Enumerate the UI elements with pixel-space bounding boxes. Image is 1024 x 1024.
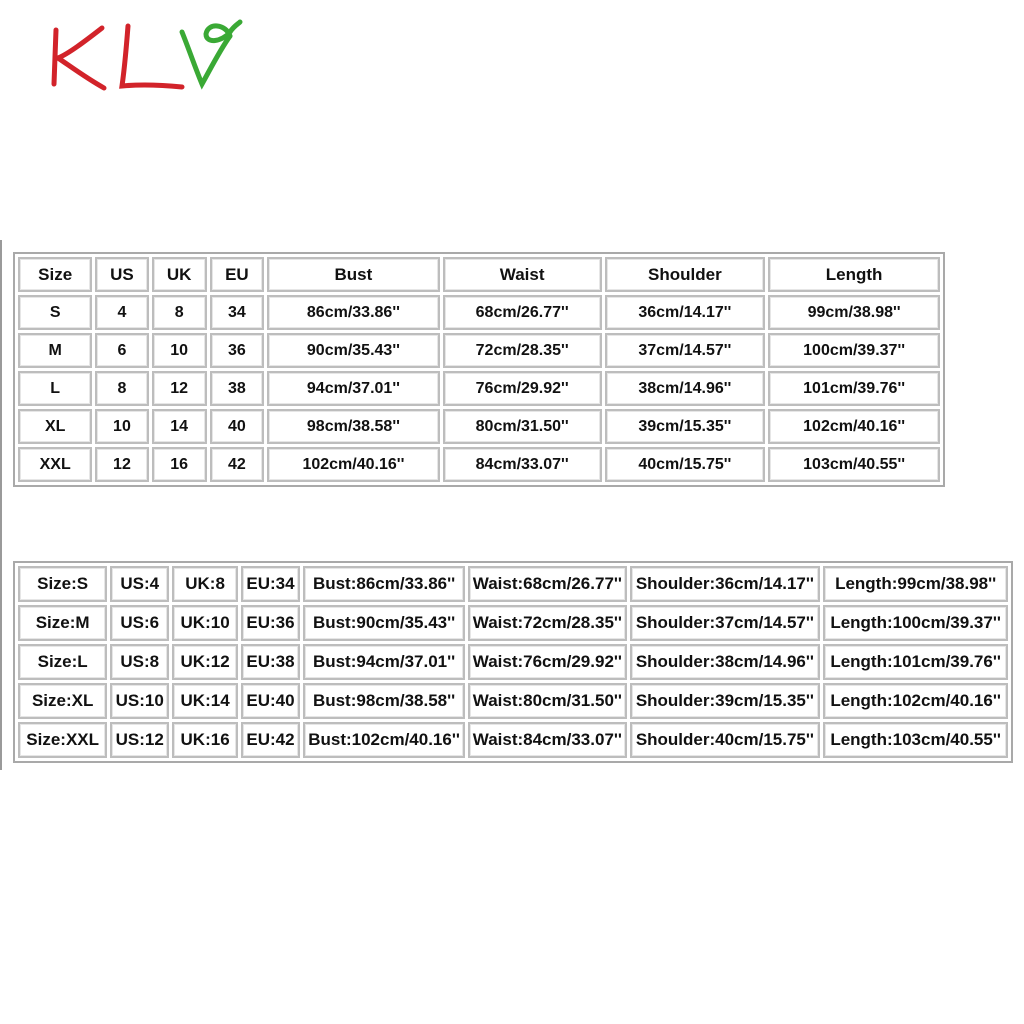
header-us: US <box>95 257 148 292</box>
cell-shoulder: Shoulder:37cm/14.57'' <box>630 605 821 641</box>
cell-waist: 76cm/29.92'' <box>443 371 602 406</box>
cell-size: S <box>18 295 92 330</box>
cell-uk: UK:16 <box>172 722 238 758</box>
cell-length: Length:99cm/38.98'' <box>823 566 1008 602</box>
cell-size: XL <box>18 409 92 444</box>
cell-shoulder: Shoulder:39cm/15.35'' <box>630 683 821 719</box>
cell-size: M <box>18 333 92 368</box>
cell-waist: 68cm/26.77'' <box>443 295 602 330</box>
cell-uk: 12 <box>152 371 207 406</box>
table-row <box>18 605 1008 641</box>
cell-length: 102cm/40.16'' <box>768 409 940 444</box>
table-header-row <box>18 257 940 292</box>
cell-us: US:10 <box>110 683 169 719</box>
cell-size: Size:XL <box>18 683 107 719</box>
cell-us: 12 <box>95 447 148 482</box>
cell-eu: EU:40 <box>241 683 300 719</box>
size-chart-table <box>13 252 945 487</box>
klv-logo <box>44 12 244 92</box>
cell-bust: 86cm/33.86'' <box>267 295 440 330</box>
cell-us: US:8 <box>110 644 169 680</box>
cell-uk: 10 <box>152 333 207 368</box>
cell-us: US:4 <box>110 566 169 602</box>
cell-us: 6 <box>95 333 148 368</box>
cell-shoulder: 37cm/14.57'' <box>605 333 766 368</box>
cell-length: Length:100cm/39.37'' <box>823 605 1008 641</box>
cell-uk: 16 <box>152 447 207 482</box>
cell-us: 10 <box>95 409 148 444</box>
cell-length: Length:102cm/40.16'' <box>823 683 1008 719</box>
cell-length: Length:101cm/39.76'' <box>823 644 1008 680</box>
header-size: Size <box>18 257 92 292</box>
logo-letter-v <box>182 22 240 84</box>
cell-eu: 40 <box>210 409 264 444</box>
cell-shoulder: 38cm/14.96'' <box>605 371 766 406</box>
cell-eu: 36 <box>210 333 264 368</box>
cell-uk: UK:10 <box>172 605 238 641</box>
cell-us: US:6 <box>110 605 169 641</box>
cell-waist: 72cm/28.35'' <box>443 333 602 368</box>
cell-length: Length:103cm/40.55'' <box>823 722 1008 758</box>
cell-eu: EU:34 <box>241 566 300 602</box>
cell-bust: 102cm/40.16'' <box>267 447 440 482</box>
cell-eu: 38 <box>210 371 264 406</box>
cell-shoulder: Shoulder:38cm/14.96'' <box>630 644 821 680</box>
cell-uk: UK:14 <box>172 683 238 719</box>
labeled-size-chart-table <box>13 561 1013 763</box>
cell-bust: Bust:102cm/40.16'' <box>303 722 465 758</box>
table-row <box>18 447 940 482</box>
cell-eu: EU:42 <box>241 722 300 758</box>
header-bust: Bust <box>267 257 440 292</box>
cell-length: 99cm/38.98'' <box>768 295 940 330</box>
left-edge-line <box>0 240 2 770</box>
cell-bust: Bust:90cm/35.43'' <box>303 605 465 641</box>
cell-bust: Bust:98cm/38.58'' <box>303 683 465 719</box>
logo-letter-l <box>122 26 182 87</box>
cell-eu: 42 <box>210 447 264 482</box>
cell-waist: Waist:72cm/28.35'' <box>468 605 626 641</box>
cell-shoulder: Shoulder:36cm/14.17'' <box>630 566 821 602</box>
cell-bust: 98cm/38.58'' <box>267 409 440 444</box>
table-row <box>18 333 940 368</box>
cell-waist: Waist:84cm/33.07'' <box>468 722 626 758</box>
cell-waist: Waist:76cm/29.92'' <box>468 644 626 680</box>
cell-size: L <box>18 371 92 406</box>
cell-shoulder: Shoulder:40cm/15.75'' <box>630 722 821 758</box>
header-shoulder: Shoulder <box>605 257 766 292</box>
cell-eu: EU:36 <box>241 605 300 641</box>
logo-letter-k <box>54 28 104 88</box>
cell-uk: 8 <box>152 295 207 330</box>
cell-length: 101cm/39.76'' <box>768 371 940 406</box>
cell-shoulder: 36cm/14.17'' <box>605 295 766 330</box>
cell-us: 8 <box>95 371 148 406</box>
cell-shoulder: 39cm/15.35'' <box>605 409 766 444</box>
cell-waist: 84cm/33.07'' <box>443 447 602 482</box>
cell-bust: Bust:86cm/33.86'' <box>303 566 465 602</box>
cell-length: 100cm/39.37'' <box>768 333 940 368</box>
cell-bust: 94cm/37.01'' <box>267 371 440 406</box>
cell-bust: Bust:94cm/37.01'' <box>303 644 465 680</box>
cell-waist: Waist:68cm/26.77'' <box>468 566 626 602</box>
table-row <box>18 683 1008 719</box>
table-row <box>18 295 940 330</box>
cell-uk: UK:8 <box>172 566 238 602</box>
cell-size: Size:M <box>18 605 107 641</box>
cell-uk: 14 <box>152 409 207 444</box>
cell-uk: UK:12 <box>172 644 238 680</box>
table-row <box>18 409 940 444</box>
cell-length: 103cm/40.55'' <box>768 447 940 482</box>
cell-size: Size:S <box>18 566 107 602</box>
header-waist: Waist <box>443 257 602 292</box>
table-row <box>18 566 1008 602</box>
cell-bust: 90cm/35.43'' <box>267 333 440 368</box>
header-length: Length <box>768 257 940 292</box>
cell-size: Size:L <box>18 644 107 680</box>
cell-waist: 80cm/31.50'' <box>443 409 602 444</box>
cell-us: US:12 <box>110 722 169 758</box>
header-uk: UK <box>152 257 207 292</box>
cell-us: 4 <box>95 295 148 330</box>
table-row <box>18 644 1008 680</box>
table-row <box>18 722 1008 758</box>
cell-eu: 34 <box>210 295 264 330</box>
cell-size: Size:XXL <box>18 722 107 758</box>
cell-waist: Waist:80cm/31.50'' <box>468 683 626 719</box>
cell-shoulder: 40cm/15.75'' <box>605 447 766 482</box>
cell-size: XXL <box>18 447 92 482</box>
header-eu: EU <box>210 257 264 292</box>
table-row <box>18 371 940 406</box>
cell-eu: EU:38 <box>241 644 300 680</box>
